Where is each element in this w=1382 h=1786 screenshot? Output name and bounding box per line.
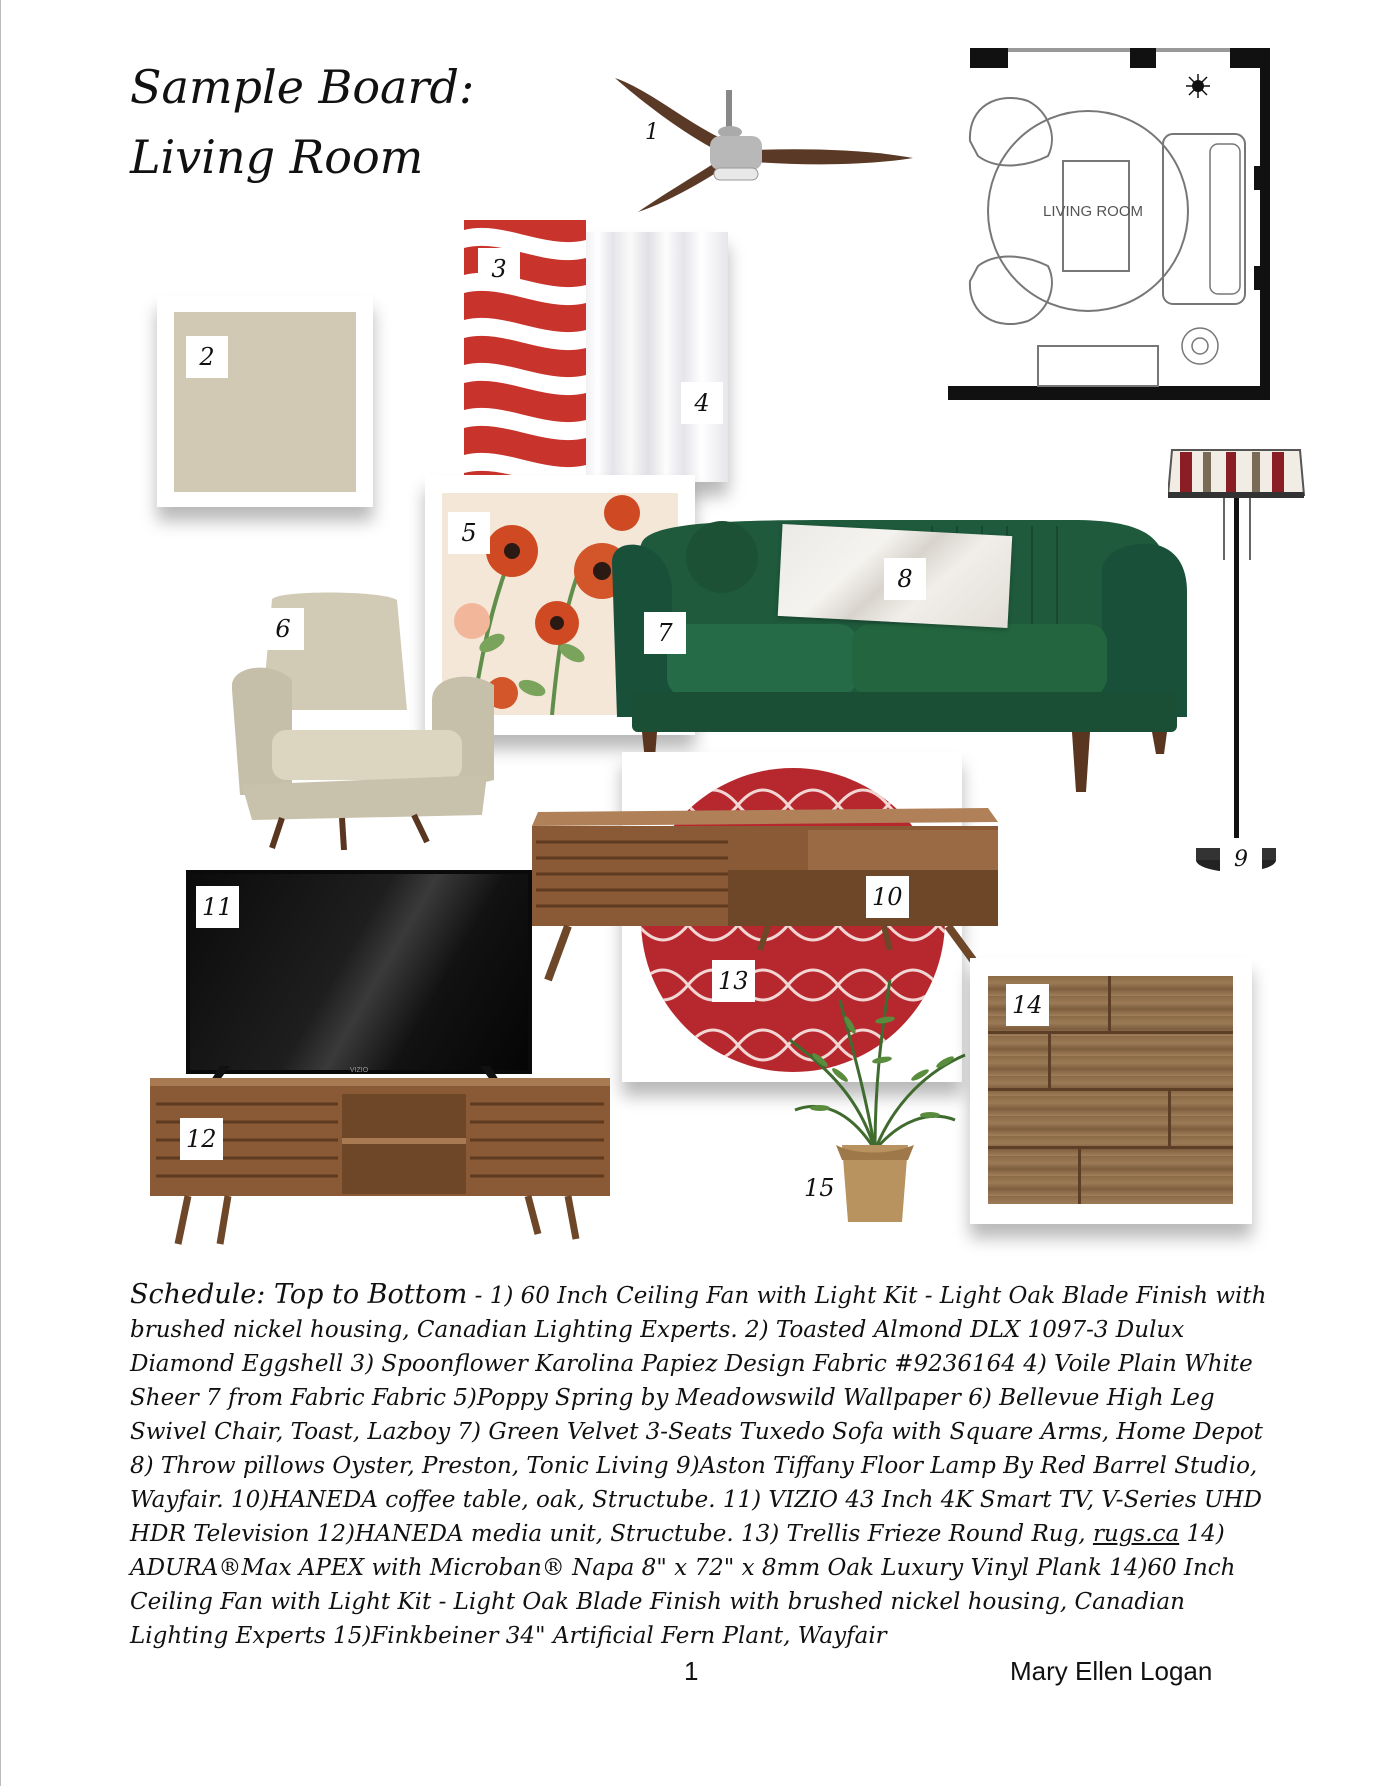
page-edge xyxy=(0,0,1,1786)
sheer-label: 4 xyxy=(681,382,723,424)
tv-label: 11 xyxy=(196,886,239,928)
floor-plan-diagram xyxy=(948,46,1278,406)
author-name: Mary Ellen Logan xyxy=(1010,1656,1213,1686)
page-number: 1 xyxy=(684,1656,699,1686)
floor-plan-label: LIVING ROOM xyxy=(1042,203,1144,220)
paint-label: 2 xyxy=(186,336,228,378)
page-title xyxy=(130,52,474,192)
title-line-1: Sample Board: xyxy=(130,60,475,114)
ceiling-fan-image xyxy=(610,70,920,220)
lamp-label: 9 xyxy=(1220,838,1262,880)
schedule-text xyxy=(130,1278,1275,1653)
tv-brand-logo: VIZIO xyxy=(349,1067,369,1074)
schedule-part-1: - 1) 60 Inch Ceiling Fan with Light Kit - Light Oak Blade Finish with brushed nickel housing, Canadian Lighting Experts. 2) Toasted Almond DLX 1097-3 Dulux Diamond Eggshell 3) Spoonflower Karolina Papiez Design Fabric #9236164 4) Voile Plain White Sheer 7 from Fabric Fabric 5)Poppy Spring by Meadowswild Wallpaper 6) Bellevue High Leg Swivel Chair, Toast, Lazboy 7) Green Velvet 3-Seats Tuxedo Sofa with Square Arms, Home Depot 8) Throw pillows Oyster, Preston, Tonic Living 9)Aston Tiffany Floor Lamp By Red Barrel Studio, Wayfair. 10)HANEDA coffee table, oak, Structube. 11) VIZIO 43 Inch 4K Smart TV, V-Series UHD HDR Television 12)HANEDA media unit, Structube. 13) Trellis Frieze Round Rug, xyxy=(130,1283,1267,1547)
sofa-label: 7 xyxy=(644,612,686,654)
pillow-label: 8 xyxy=(884,558,926,600)
floor-lamp-image xyxy=(1168,440,1308,880)
coffee-table-image xyxy=(528,800,1003,985)
schedule-lead: Schedule: Top to Bottom xyxy=(130,1279,468,1310)
plant-label: 15 xyxy=(804,1174,835,1202)
media-unit-label: 12 xyxy=(180,1118,223,1160)
coffee-table-label: 10 xyxy=(866,876,909,918)
paint-swatch-card xyxy=(157,295,373,507)
schedule-part-2: 14) ADURA®Max APEX with Microban® Napa 8" x 72" x 8mm Oak Luxury Vinyl Plank 14)60 Inch Ceiling Fan with Light Kit - Light Oak Blade Finish with brushed nickel housing, Canadian Lighting Experts 15)Finkbeiner 34" Artificial Fern Plant, Wayfair xyxy=(130,1521,1236,1649)
fabric-label: 3 xyxy=(478,248,520,290)
fan-label: 1 xyxy=(645,120,659,145)
flooring-label: 14 xyxy=(1006,984,1049,1026)
rug-label: 13 xyxy=(712,960,755,1002)
title-line-2: Living Room xyxy=(130,130,424,184)
rugs-ca-link[interactable]: rugs.ca xyxy=(1092,1521,1180,1547)
sheer-curtain-swatch xyxy=(580,232,728,482)
chair-label: 6 xyxy=(262,608,304,650)
wallpaper-label: 5 xyxy=(448,512,490,554)
